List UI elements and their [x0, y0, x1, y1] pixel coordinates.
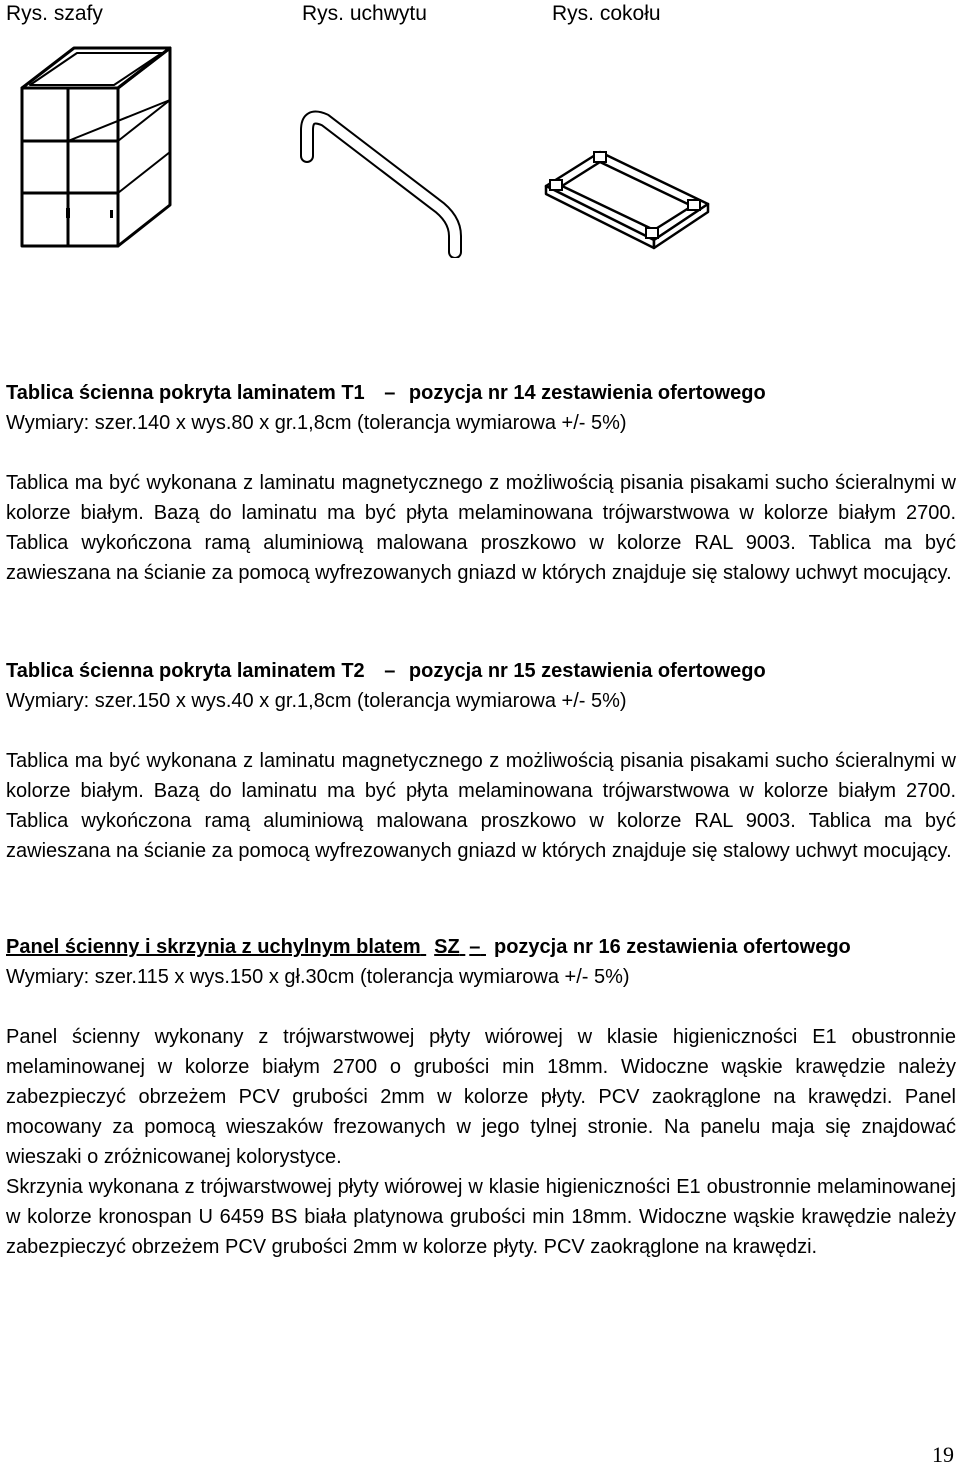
section-sz-title: Panel ścienny i skrzynia z uchylnym blatem SZ – pozycja nr 16 zestawienia ofertowego — [6, 932, 956, 962]
figure-captions — [0, 0, 960, 30]
section-t2-body: Tablica ma być wykonana z laminatu magnetycznego z możliwością pisania pisakami sucho ścieralnymi w kolorze białym. Bazą do laminatu ma być płyta melaminowana trójwarstwowa w kolorze białym 2700. Tablica wykończona ramą aluminiową malowana proszkowo w kolorze RAL 9003. Tablica ma być zawieszana na ścianie za pomocą wyfrezowanych gniazd w których znajduje się stalowy uchwyt mocujący. — [6, 750, 956, 862]
cabinet-drawing — [10, 40, 180, 255]
section-sz — [6, 932, 956, 1262]
section-t2-title: Tablica ścienna pokryta laminatem T2 – pozycja nr 15 zestawienia ofertowego — [6, 660, 766, 682]
section-t2 — [6, 656, 956, 866]
section-sz-body — [6, 1022, 956, 1262]
section-sz-title-code: SZ — [434, 936, 460, 958]
section-sz-title-position: pozycja nr 16 zestawienia ofertowego — [493, 936, 851, 958]
section-t1-dimensions: Wymiary: szer.140 x wys.80 x gr.1,8cm (tolerancja wymiarowa +/- 5%) — [6, 412, 627, 434]
caption-handle: Rys. uchwytu — [302, 2, 427, 25]
section-sz-box-paragraph: Skrzynia wykonana z trójwarstwowej płyty wiórowej w klasie higieniczności E1 obustronnie melaminowanej w kolorze kronospan U 6459 BS biała platynowa grubości min 18mm. Widoczne wąskie krawędzie należy zabezpieczyć obrzeżem PCV grubości 2mm w kolorze płyty. PCV zaokrąglone na krawędzi. — [6, 1176, 956, 1258]
section-t2-title-name: Tablica ścienna pokryta laminatem T2 — [6, 660, 365, 682]
section-t1-title-name: Tablica ścienna pokryta laminatem T1 — [6, 382, 365, 404]
section-sz-panel-paragraph: Panel ścienny wykonany z trójwarstwowej płyty wiórowej w klasie higieniczności E1 obustronnie melaminowanej w kolorze białym 2700 o grubości min 18mm. Widoczne wąskie krawędzie należy zabezpieczyć obrzeżem PCV grubości 2mm w kolorze płyty. PCV zaokrąglone na krawędzi. Panel mocowany za pomocą wieszaków frezowanych w jego tylnej stronie. Na panelu maja się znajdować wieszaki o zróżnicowanej kolorystyce. — [6, 1026, 956, 1168]
section-t1-title-position: pozycja nr 14 zestawienia ofertowego — [408, 382, 766, 404]
base-drawing — [542, 144, 712, 254]
section-t2-title-position: pozycja nr 15 zestawienia ofertowego — [408, 660, 766, 682]
section-t1-body: Tablica ma być wykonana z laminatu magnetycznego z możliwością pisania pisakami sucho ścieralnymi w kolorze białym. Bazą do laminatu ma być płyta melaminowana trójwarstwowa w kolorze białym 2700. Tablica wykończona ramą aluminiową malowana proszkowo w kolorze RAL 9003. Tablica ma być zawieszana na ścianie za pomocą wyfrezowanych gniazd w których znajduje się stalowy uchwyt mocujący. — [6, 472, 956, 584]
section-sz-dimensions: Wymiary: szer.115 x wys.150 x gł.30cm (tolerancja wymiarowa +/- 5%) — [6, 966, 630, 988]
caption-cabinet: Rys. szafy — [6, 2, 103, 25]
section-t2-dimensions: Wymiary: szer.150 x wys.40 x gr.1,8cm (tolerancja wymiarowa +/- 5%) — [6, 690, 627, 712]
handle-drawing — [295, 108, 465, 258]
section-t1-title: Tablica ścienna pokryta laminatem T1 – pozycja nr 14 zestawienia ofertowego — [6, 382, 766, 404]
caption-base: Rys. cokołu — [552, 2, 661, 25]
page-number: 19 — [932, 1442, 954, 1467]
section-sz-title-name: Panel ścienny i skrzynia z uchylnym blatem — [6, 936, 421, 958]
section-t1 — [6, 378, 956, 588]
